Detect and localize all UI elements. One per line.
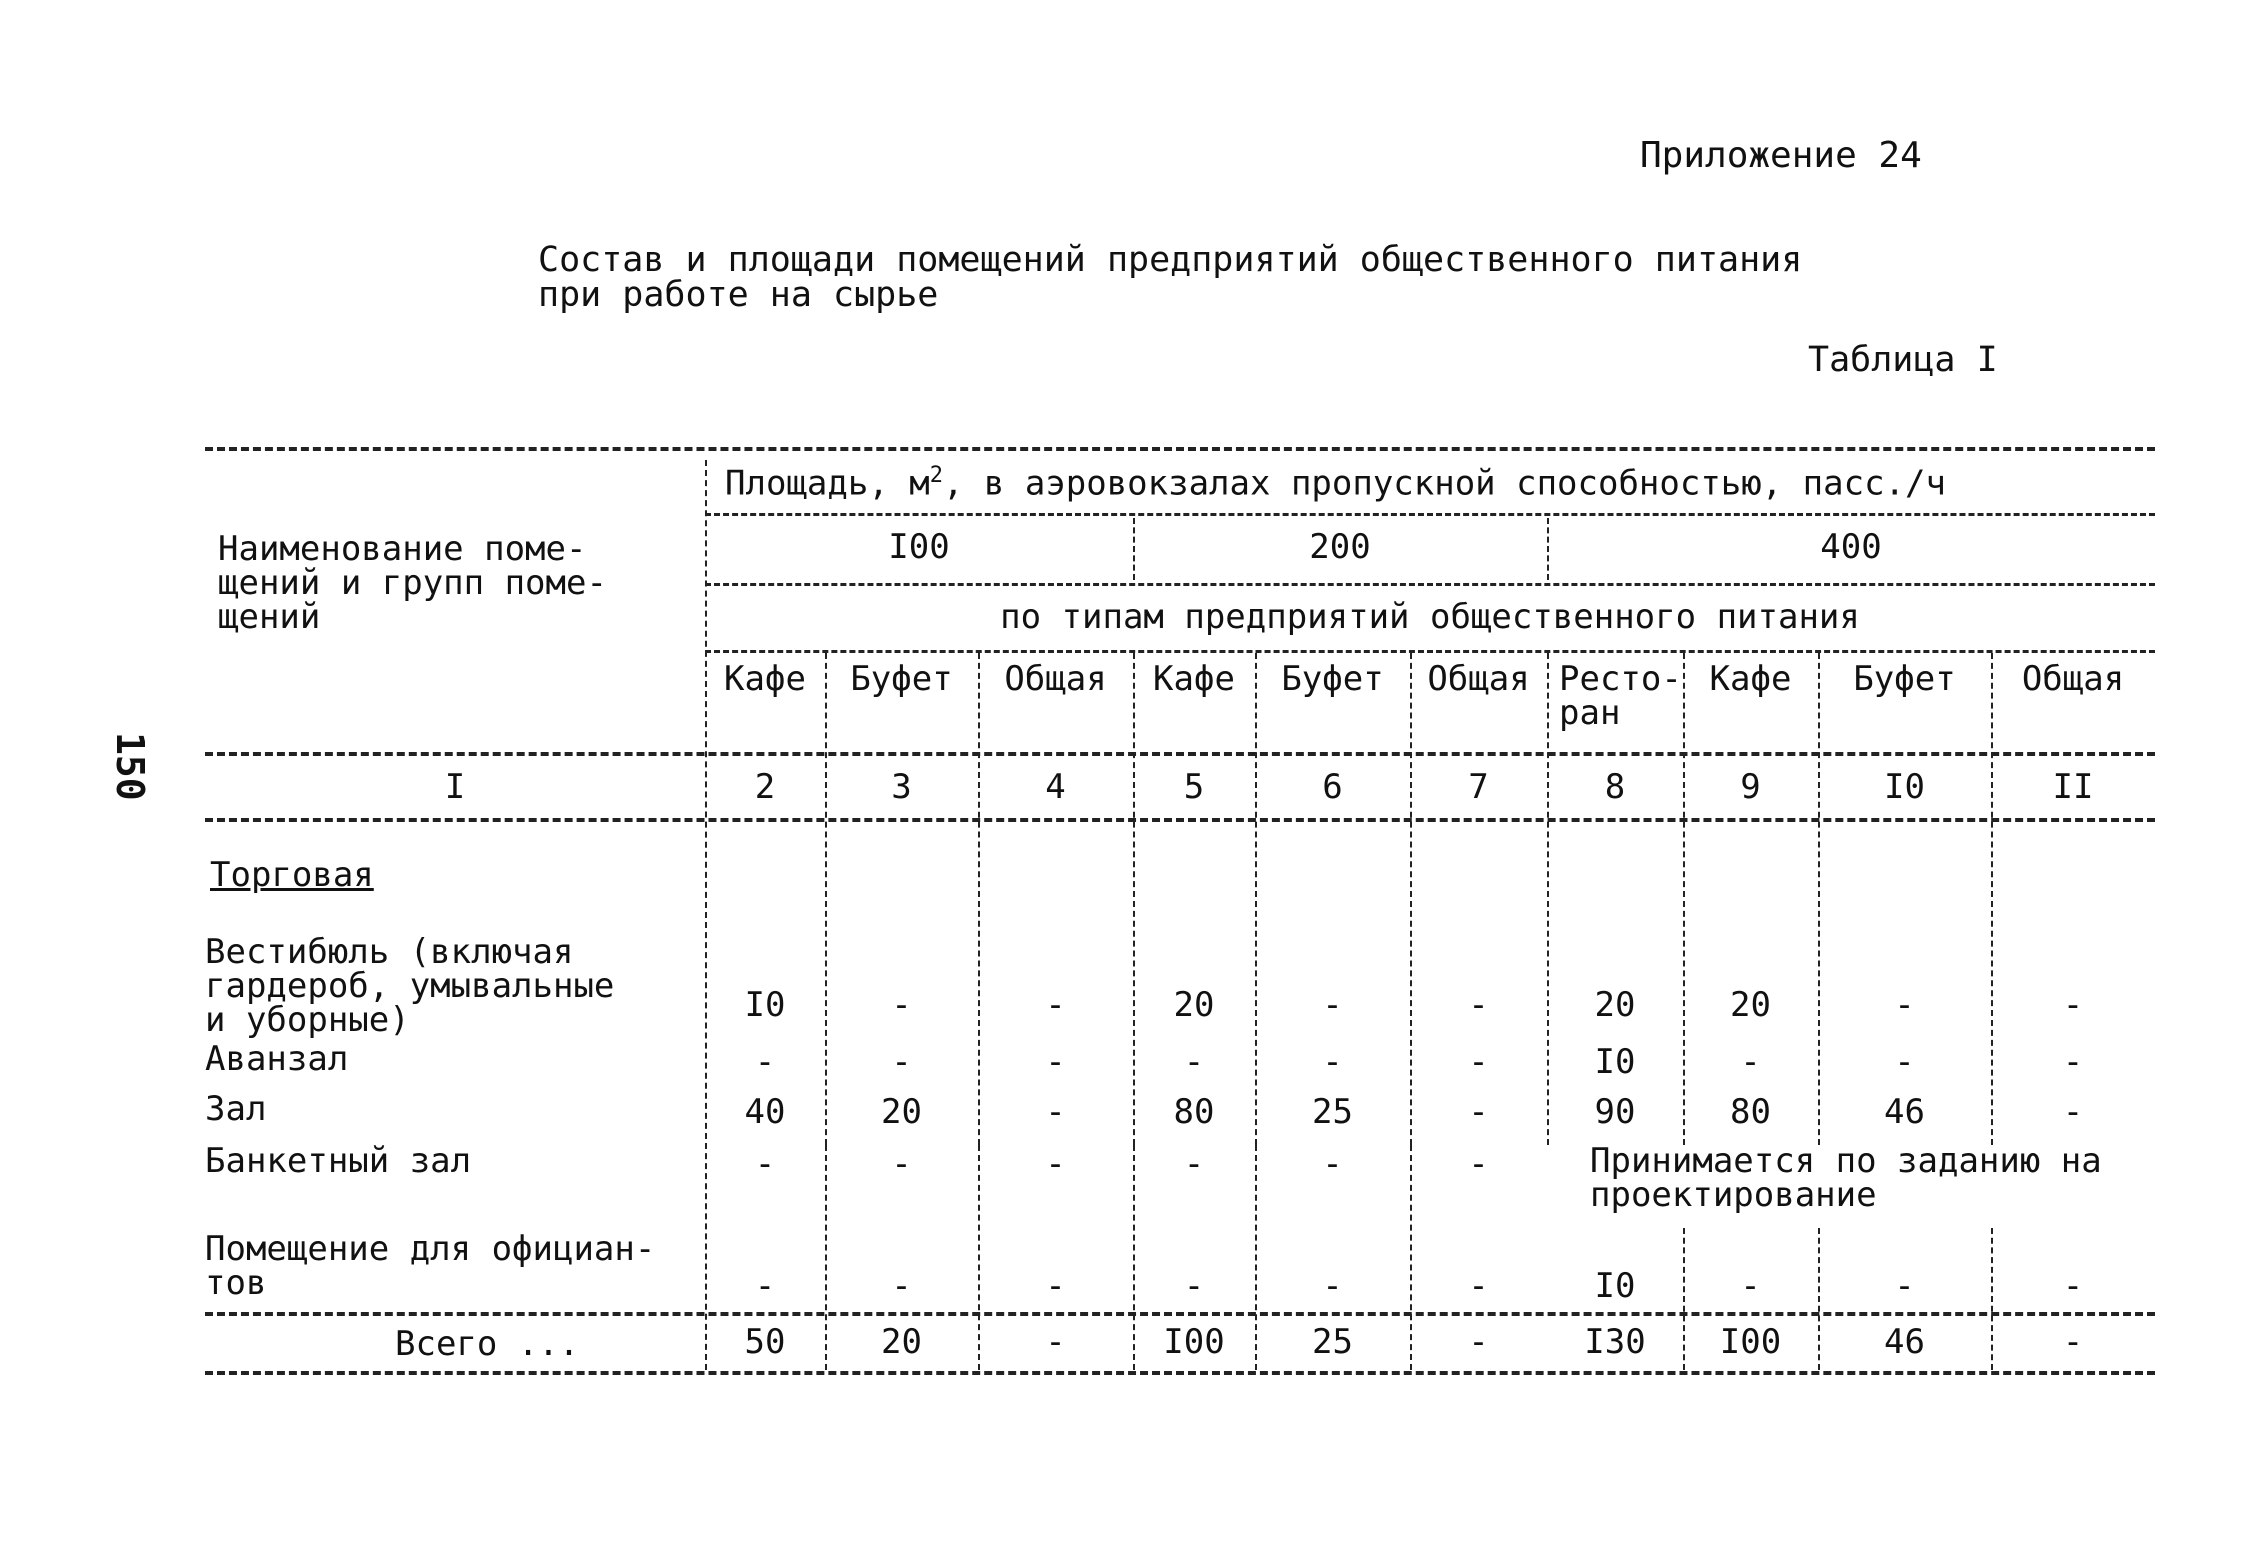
column-number: I0 bbox=[1884, 767, 1925, 807]
table-cell: - bbox=[2062, 1092, 2084, 1132]
column-type-header: Общая bbox=[2021, 659, 2125, 699]
table-cell: - bbox=[1894, 985, 1915, 1025]
total-label: Всего ... bbox=[395, 1324, 580, 1364]
row-label: Банкетный зал bbox=[205, 1141, 472, 1181]
table-cell: - bbox=[1468, 1042, 1489, 1082]
section-title: Торговая bbox=[210, 855, 374, 895]
table-cell: - bbox=[1894, 1042, 1915, 1082]
table-cell: - bbox=[2062, 1042, 2084, 1082]
column-number: 3 bbox=[891, 767, 912, 807]
column-type-header: Буфет bbox=[1281, 659, 1384, 699]
total-cell: - bbox=[1468, 1322, 1489, 1362]
column-type-header: Общая bbox=[1004, 659, 1107, 699]
types-header: по типам предприятий общественного питания bbox=[1000, 597, 1860, 637]
column-type-header: Ресто- ран bbox=[1559, 659, 1682, 733]
area-header-text-rest: , в аэровокзалах пропускной способностью, пасс./ч bbox=[942, 463, 1946, 504]
table-cell: - bbox=[1183, 1042, 1205, 1082]
table-cell: 25 bbox=[1312, 1092, 1353, 1132]
table-cell: 40 bbox=[744, 1092, 786, 1132]
table-rule bbox=[205, 818, 2155, 822]
table-cell: - bbox=[1468, 985, 1489, 1025]
total-cell: - bbox=[2062, 1322, 2084, 1362]
table-cell: - bbox=[1322, 985, 1343, 1025]
row-label: Аванзал bbox=[205, 1039, 349, 1079]
total-cell: I30 bbox=[1584, 1322, 1646, 1362]
column-number: II bbox=[2052, 767, 2094, 807]
capacity-header: 200 bbox=[1309, 527, 1371, 567]
table-cell: 20 bbox=[1730, 985, 1771, 1025]
total-cell: 46 bbox=[1884, 1322, 1925, 1362]
row-label: Вестибюль (включая гардероб, умывальные и уборные) bbox=[205, 932, 615, 1040]
row-note: Принимается по заданию на проектирование bbox=[1590, 1141, 2102, 1215]
table-cell: - bbox=[2062, 1266, 2084, 1306]
area-header bbox=[725, 463, 1946, 503]
table-cell: - bbox=[1468, 1144, 1489, 1184]
row-header-label: Наименование поме- щений и групп поме- щений bbox=[218, 529, 607, 637]
table-rule bbox=[705, 513, 2155, 516]
table-cell: - bbox=[1894, 1266, 1915, 1306]
column-number: 4 bbox=[1045, 767, 1066, 807]
column-type-header: Буфет bbox=[1853, 659, 1956, 699]
table-cell: - bbox=[1045, 1144, 1066, 1184]
table-cell: - bbox=[891, 1042, 912, 1082]
table-cell: - bbox=[754, 1042, 776, 1082]
table-rule bbox=[705, 583, 2155, 586]
table-cell: 80 bbox=[1730, 1092, 1771, 1132]
table-cell: - bbox=[1183, 1144, 1205, 1184]
page-number: 150 bbox=[108, 732, 152, 801]
appendix-label: Приложение 24 bbox=[1640, 135, 1922, 176]
column-number: 5 bbox=[1183, 767, 1205, 807]
area-header-superscript: 2 bbox=[929, 463, 943, 488]
column-type-header: Общая bbox=[1427, 659, 1530, 699]
column-type-header: Кафе bbox=[1709, 659, 1792, 699]
table-cell: 20 bbox=[1173, 985, 1215, 1025]
capacity-header: I00 bbox=[888, 527, 950, 567]
table-cell: - bbox=[891, 1266, 912, 1306]
table-rule bbox=[205, 752, 2155, 756]
table-bottom-rule bbox=[205, 1371, 2155, 1375]
table-cell: - bbox=[891, 985, 912, 1025]
table-cell: - bbox=[891, 1144, 912, 1184]
document-title-line1: Состав и площади помещений предприятий общественного питания bbox=[538, 240, 1803, 280]
column-number: 9 bbox=[1740, 767, 1761, 807]
table-cell: - bbox=[1740, 1042, 1761, 1082]
table-top-rule bbox=[205, 447, 2155, 451]
table-cell: - bbox=[1740, 1266, 1761, 1306]
table-cell: - bbox=[1322, 1266, 1343, 1306]
table-cell: - bbox=[1045, 1042, 1066, 1082]
column-number: 2 bbox=[754, 767, 776, 807]
table-cell: 46 bbox=[1884, 1092, 1925, 1132]
column-number: 8 bbox=[1604, 767, 1626, 807]
table-cell: - bbox=[754, 1266, 776, 1306]
row-label: Помещение для официан- тов bbox=[205, 1229, 656, 1303]
table-cell: 90 bbox=[1594, 1092, 1636, 1132]
row-label: Зал bbox=[205, 1089, 267, 1129]
total-cell: 20 bbox=[881, 1322, 922, 1362]
table-cell: - bbox=[1468, 1092, 1489, 1132]
table-cell: I0 bbox=[1594, 1042, 1636, 1082]
column-number: I bbox=[444, 767, 466, 807]
table-cell: I0 bbox=[1594, 1266, 1636, 1306]
table-cell: - bbox=[1045, 1092, 1066, 1132]
table-cell: - bbox=[1045, 1266, 1066, 1306]
column-number: 6 bbox=[1322, 767, 1343, 807]
document-title-line2: при работе на сырье bbox=[538, 275, 939, 315]
column-type-header: Кафе bbox=[724, 659, 806, 699]
column-type-header: Кафе bbox=[1153, 659, 1235, 699]
table-rule bbox=[705, 650, 2155, 653]
table-label: Таблица I bbox=[1808, 340, 1998, 380]
table-cell: - bbox=[2062, 985, 2084, 1025]
table-cell: - bbox=[1322, 1144, 1343, 1184]
table-cell: 20 bbox=[1594, 985, 1636, 1025]
total-cell: - bbox=[1045, 1322, 1066, 1362]
total-cell: 25 bbox=[1312, 1322, 1353, 1362]
total-cell: I00 bbox=[1719, 1322, 1782, 1362]
table-cell: - bbox=[1468, 1266, 1489, 1306]
table-rule bbox=[205, 1312, 2155, 1316]
column-number: 7 bbox=[1468, 767, 1489, 807]
table-cell: I0 bbox=[744, 985, 786, 1025]
table-cell: - bbox=[1183, 1266, 1205, 1306]
column-type-header: Буфет bbox=[850, 659, 953, 699]
total-cell: 50 bbox=[744, 1322, 786, 1362]
total-cell: I00 bbox=[1163, 1322, 1225, 1362]
table-cell: - bbox=[1045, 985, 1066, 1025]
table-cell: 80 bbox=[1173, 1092, 1215, 1132]
capacity-header: 400 bbox=[1820, 527, 1882, 567]
table-cell: - bbox=[1322, 1042, 1343, 1082]
area-header-text: Площадь, м bbox=[725, 463, 930, 504]
table-cell: - bbox=[754, 1144, 776, 1184]
table-cell: 20 bbox=[881, 1092, 922, 1132]
